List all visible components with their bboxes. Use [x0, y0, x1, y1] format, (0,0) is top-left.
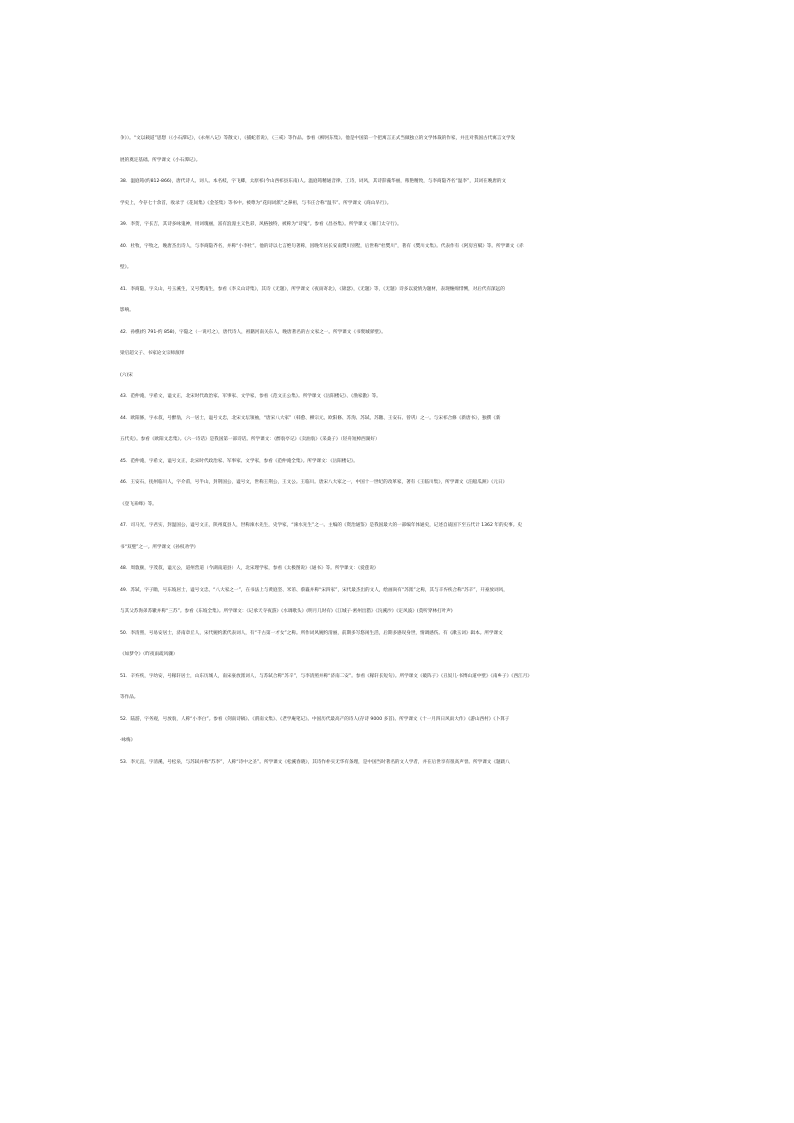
text-line: 与其父苏洵弟苏辙并称“三苏”。参看《东坡全集》。所学课文：《记承天寺夜游》《水调歌头》(明月几时有)《江城子·密州出猎》《浣溪沙》《定风波》(莫听穿林打叶声) — [120, 609, 453, 614]
text-line: 44．欧阳修，字永叔，号醉翁，六一居士，谥号文忠，北宋文坛领袖，“唐宋八大家”（韩愈、柳宗元、欧阳修、苏洵、苏轼、苏辙、王安石、曾巩）之一。与宋祁合修《新唐书》，独撰《新 — [120, 415, 501, 421]
section-note: 梁启超父子、书家论文宗师演绎 — [120, 351, 185, 356]
text-line — [120, 773, 680, 795]
text-line: 42．孙樵(约 791-约 858)，字隐之（一说可之），唐代诗人，祖籍河南关东人，晚唐著名的古文家之一。所学课文《书褒城驿壁》。 — [120, 329, 386, 335]
text-line: 书“双璧”之一。所学课文《孙权劝学》 — [120, 544, 199, 550]
text-line: 39．李贺，字长吉，其诗多咏鬼神，用词瑰丽，富有浪漫主义色彩，风格独特，被称为“诗鬼”。参看《昌谷集》。所学课文《雁门太守行》。 — [120, 222, 402, 227]
text-line: 47．司马光，字君实，封温国公，谥号文正，陕州夏县人，世称涑水先生，史学家，“涑水先生”之一。主编的《资治通鉴》是我国最大的一部编年体通史，记述自战国下至五代计 1362 年的史事。史 — [120, 523, 522, 528]
section-heading: (六)宋 — [120, 372, 133, 378]
text-line: 41．李商隐，字义山，号玉溪生，又号樊南生，参看《李义山诗集》，其诗《无题》，所学课文《夜雨寄北》，《锦瑟》，《无题》等，《无题》诗多以爱情为题材，表现缠绵悱恻，对后代有深远的 — [120, 286, 505, 292]
text-line: 50．李清照，号易安居士，济南章丘人，宋代婉约派代表词人，有“千古第一才女”之称。所作词风婉约清丽，前期多写悠闲生活，后期多感叹身世，情调感伤。有《漱玉词》辑本。所学课文 — [120, 630, 503, 636]
text-line: ·咏梅》 — [120, 738, 136, 743]
text-line: 51．辛弃疾，字幼安，号稼轩居士，山东历城人，南宋豪放派词人，与苏轼合称“苏辛”，与李清照并称“济南二安”。参看《稼轩长短句》。所学课文《破阵子》《丑奴儿·书博山道中壁》《南乡子》《西江月》 — [120, 673, 532, 679]
text-line: 40．杜牧，字牧之，晚唐杰出诗人，与李商隐齐名，并称“小李杜”。他的诗以七言绝句著称，因晚年居长安南樊川别墅，后世称“杜樊川”，著有《樊川文集》。代表作有《阿房宫赋》等。所学课文《赤 — [120, 243, 524, 249]
text-line: 43．范仲淹，字希文，谥文正，北宋时代政治家、军事家、文学家，参看《范文正公集》。所学课文《岳阳楼记》、《渔家傲》等。 — [120, 394, 381, 399]
text-line: 影响。 — [120, 308, 134, 313]
text-line: 《登飞来峰》等。 — [120, 501, 157, 507]
document-body — [120, 128, 680, 795]
text-line: 48．周敦颐，字茂叔，谥元公，道州营道（今湖南道县）人，北宋理学家，参看《太极图说》《通书》等。所学课文：《爱莲说》 — [120, 566, 379, 571]
text-line: 38．温庭筠(约812-866)，唐代诗人、词人。本名岐，字飞卿，太原祁(今山西祁县东南)人。温庭筠精通音律，工诗，词风，其诗辞藻华丽，秾艳精致，与李商隐齐名“温李”，其词在晚唐的文 — [120, 179, 507, 184]
text-line: 53．李元直，字清溪，号松泉，与苏轼并称“苏李”，人称“诗中之圣”。所学课文《松溪春晓》，其诗作朴实无华有条理，是中国当时著名的文人学者，并在后世享有很高声誉。所学课文《题跋八 — [120, 759, 510, 765]
text-line: 壁》。 — [120, 265, 132, 270]
text-line: 争》）。“文以载道”思想（《小石潭记》，《永州八记》等散文），《捕蛇者说》，《三戒》等作品。参看《柳河东集》。他是中国第一个把寓言正式当做独立的文学体裁的作家，并且对我国古代寓言文学发 — [120, 136, 516, 141]
text-line: 五代史》。参看《欧阳文忠集》。《六一诗话》是我国第一部诗话。所学课文：《醉翁亭记》《卖油翁》《采桑子》（轻舟短棹西湖好） — [120, 437, 380, 442]
text-line: 45．范仲淹，字希文，谥号文正，北宋时代政治家、军事家、文学家，参看《范仲淹全集》。所学课文：《岳阳楼记》。 — [120, 458, 358, 464]
text-line: 等作品。 — [120, 695, 139, 700]
text-line: 学史上，今存七十余首，收录于《花间集》《金荃集》等书中。被尊为“花间词派”之鼻祖，与韦庄合称“温韦”。所学课文《商山早行》。 — [120, 200, 392, 206]
text-line: 46．王安石，抚州临川人，字介甫，号半山，封荆国公，谥号文，世称王荆公，王文公。王临川。唐宋八大家之一，中国十一世纪的改革家，著有《王临川集》，所学课文《泊船瓜洲》《元日》 — [120, 480, 508, 485]
text-line: 52．陆游，字务观，号放翁，人称“小李白”。参看《剑南诗稿》、《渭南文集》、《老学庵笔记》。中国历代最高产的诗人(存诗 9000 多首)。所学课文《十一月四日风雨大作》《游山西村》《卜算子 — [120, 716, 510, 722]
text-line: 49．苏轼，字子瞻，号东坡居士，谥号文忠，“八大家之一”，在书法上与黄庭坚、米芾、蔡襄并称“宋四家”，宋代最杰出的文人，绘画尚有“苏派”之称，其与辛弃疾合称“苏辛”，开豪放词风， — [120, 587, 508, 593]
text-line: 展的奠定基础。所学课文《小石潭记》。 — [120, 157, 201, 163]
text-line: 《如梦令》（昨夜雨疏风骤） — [120, 652, 178, 657]
